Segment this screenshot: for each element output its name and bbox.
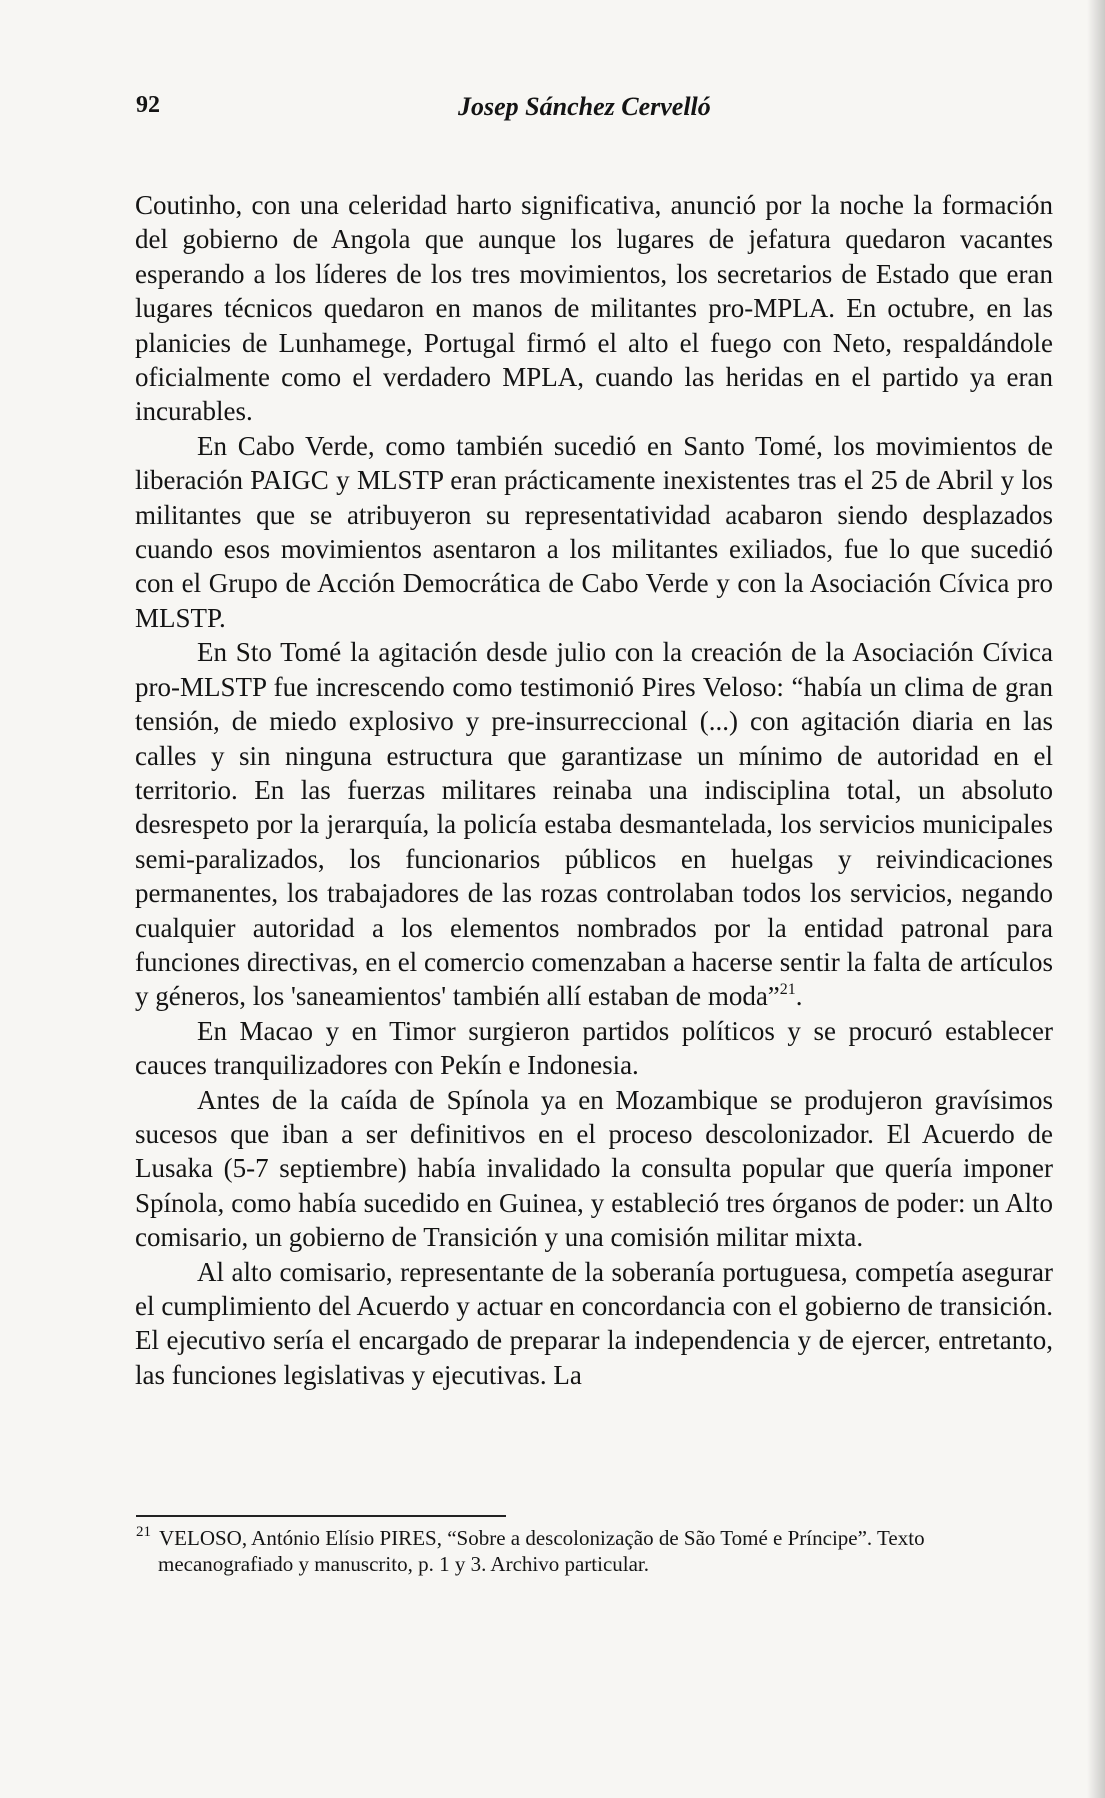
footnote-line-2: mecanografiado y manuscrito, p. 1 y 3. Archivo particular. [158,1552,650,1576]
body-text [135,188,1053,1392]
footnote-number: 21 [136,1524,151,1540]
paragraph-4: En Macao y en Timor surgieron partidos políticos y se procuró establecer cauces tranquilizadores con Pekín e Indonesia. [135,1015,1053,1081]
footnote [136,1525,1056,1577]
footnote-line-1: VELOSO, António Elísio PIRES, “Sobre a descolonização de São Tomé e Príncipe”. Texto [159,1526,925,1550]
paragraph-3-text: En Sto Tomé la agitación desde julio con la creación de la Asociación Cívica pro-MLSTP fue increscendo como testimonió Pires Veloso: “había un clima de gran tensión, de miedo explosivo y pre-insurreccional (...) con agitación diaria en las calles y sin ninguna estructura que garantizase un mínimo de autoridad en el territorio. En las fuerzas militares reinaba una indisciplina total, un absoluto desrespeto por la jerarquía, la policía estaba desmantelada, los servicios municipales semi-paralizados, los funcionarios públicos en huelgas y reivindicaciones permanentes, los trabajadores de las rozas controlaban todos los servicios, negando cualquier autoridad a los elementos nombrados por la entidad patronal para funciones directivas, en el comercio comenzaban a hacerse sentir la falta de artículos y géneros, los 'saneamientos' también allí estaban de moda” [135,637,1053,1012]
paragraph-5: Antes de la caída de Spínola ya en Mozambique se produjeron gravísimos sucesos que iban a ser definitivos en el proceso descolonizador. El Acuerdo de Lusaka (5-7 septiembre) había invalidado la consulta popular que quería imponer Spínola, como había sucedido en Guinea, y estableció tres órganos de poder: un Alto comisario, un gobierno de Transición y una comisión militar mixta. [135,1084,1053,1253]
running-head: Josep Sánchez Cervelló [458,92,711,121]
page-edge-shadow [1087,0,1105,1798]
footnote-reference: 21 [779,981,796,999]
paragraph-2: En Cabo Verde, como también sucedió en Santo Tomé, los movimientos de liberación PAIGC y MLSTP eran prácticamente inexistentes tras el 25 de Abril y los militantes que se atribuyeron su representatividad acabaron siendo desplazados cuando esos movimientos asentaron a los militantes exiliados, fue lo que sucedió con el Grupo de Acción Democrática de Cabo Verde y con la Asociación Cívica pro MLSTP. [135,430,1053,633]
paragraph-6: Al alto comisario, representante de la soberanía portuguesa, competía asegurar el cumplimiento del Acuerdo y actuar en concordancia con el gobierno de transición. El ejecutivo sería el encargado de preparar la independencia y de ejercer, entretanto, las funciones legislativas y ejecutivas. La [135,1256,1053,1390]
paragraph-3-end: . [795,981,803,1012]
footnote-divider [136,1515,506,1517]
paragraph-1: Coutinho, con una celeridad harto significativa, anunció por la noche la formación del gobierno de Angola que aunque los lugares de jefatura quedaron vacantes esperando a los líderes de los tres movimientos, los secretarios de Estado que eran lugares técnicos quedaron en manos de militantes pro-MPLA. En octubre, en las planicies de Lunhamege, Portugal firmó el alto el fuego con Neto, respaldándole oficialmente como el verdadero MPLA, cuando las heridas en el partido ya eran incurables. [135,190,1053,427]
page-number: 92 [136,92,160,118]
paragraph-3 [135,635,1053,1013]
page-header [136,92,974,126]
